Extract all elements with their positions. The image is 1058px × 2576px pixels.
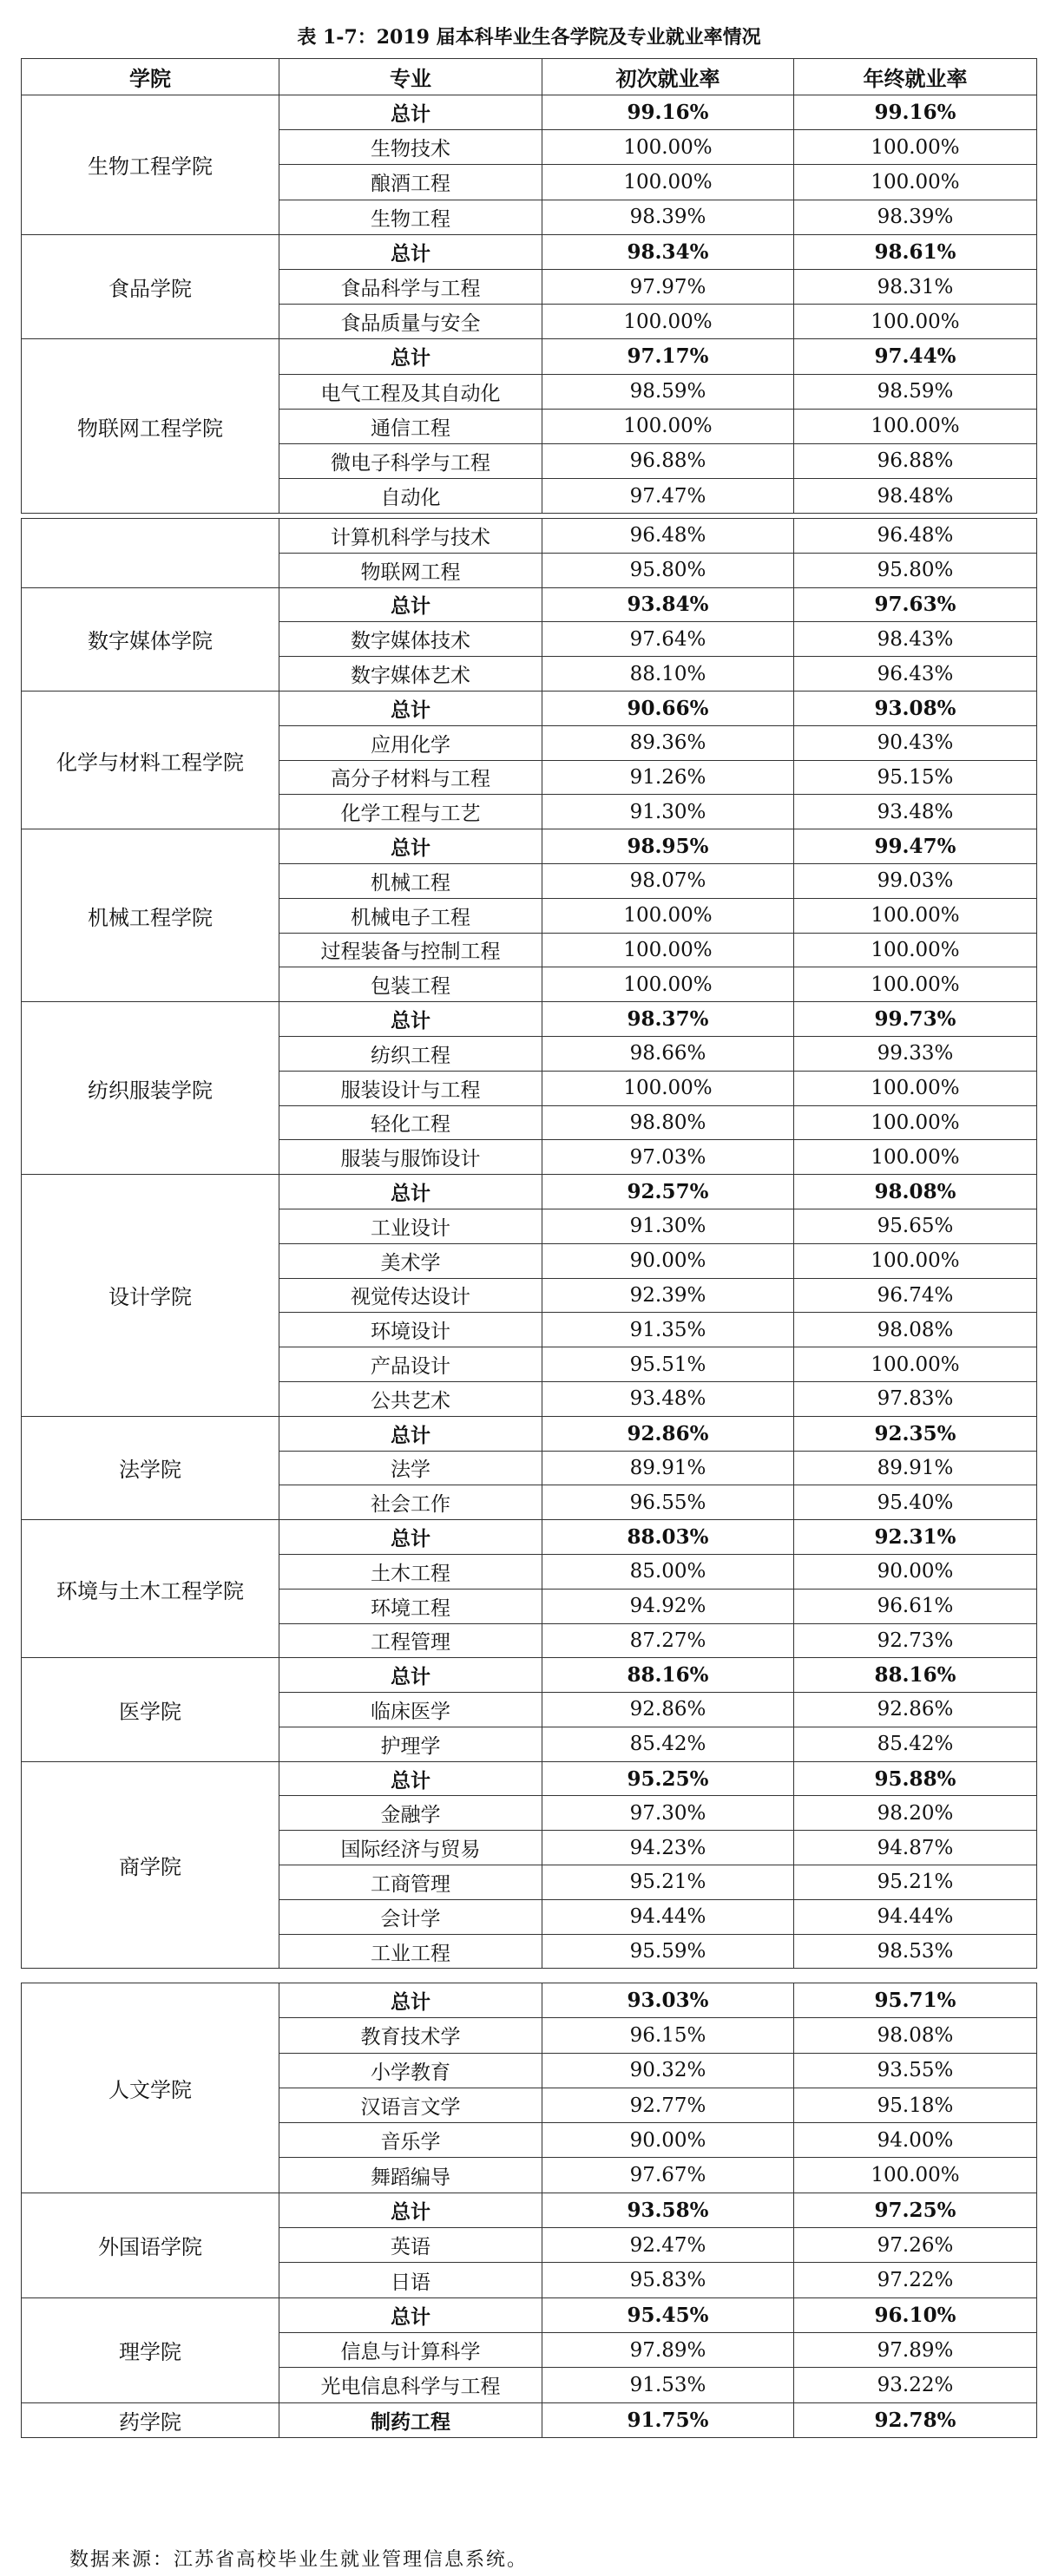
table-row-total — [22, 587, 1037, 622]
final-rate-cell: 96.48% — [794, 519, 1037, 554]
final-rate-cell: 100.00% — [794, 165, 1037, 200]
major-cell: 总计 — [279, 2193, 542, 2227]
table-row-total — [22, 1175, 1037, 1209]
table-row-total — [22, 1416, 1037, 1451]
initial-rate-cell: 92.47% — [542, 2228, 794, 2263]
major-cell: 纺织工程 — [279, 1036, 542, 1071]
table-row-total — [22, 829, 1037, 864]
college-cell: 物联网工程学院 — [22, 339, 279, 514]
final-rate-cell: 95.18% — [794, 2088, 1037, 2122]
major-cell: 日语 — [279, 2263, 542, 2297]
table-row — [22, 519, 1037, 554]
major-cell: 酿酒工程 — [279, 165, 542, 200]
major-cell: 生物技术 — [279, 130, 542, 165]
final-rate-cell: 97.26% — [794, 2228, 1037, 2263]
major-cell: 教育技术学 — [279, 2018, 542, 2053]
final-rate-cell: 98.31% — [794, 269, 1037, 304]
major-cell: 美术学 — [279, 1243, 542, 1278]
final-rate-cell: 94.44% — [794, 1899, 1037, 1934]
final-rate-cell: 92.86% — [794, 1693, 1037, 1727]
major-cell: 通信工程 — [279, 409, 542, 443]
final-rate-cell: 95.40% — [794, 1485, 1037, 1520]
initial-rate-cell: 96.88% — [542, 443, 794, 478]
major-cell: 音乐学 — [279, 2123, 542, 2158]
initial-rate-cell: 95.59% — [542, 1934, 794, 1969]
final-rate-cell: 100.00% — [794, 1347, 1037, 1382]
final-rate-cell: 95.15% — [794, 760, 1037, 795]
major-cell: 总计 — [279, 2297, 542, 2332]
final-rate-cell: 100.00% — [794, 898, 1037, 933]
initial-rate-cell: 90.00% — [542, 1243, 794, 1278]
initial-rate-cell: 89.36% — [542, 725, 794, 760]
major-cell: 公共艺术 — [279, 1381, 542, 1416]
final-rate-cell: 99.03% — [794, 863, 1037, 898]
college-cell: 商学院 — [22, 1761, 279, 1969]
final-rate-cell: 88.16% — [794, 1658, 1037, 1693]
final-rate-cell: 85.42% — [794, 1727, 1037, 1761]
major-cell: 工程管理 — [279, 1623, 542, 1658]
major-cell: 总计 — [279, 1761, 542, 1796]
major-cell: 化学工程与工艺 — [279, 795, 542, 829]
college-cell: 食品学院 — [22, 234, 279, 339]
major-cell: 总计 — [279, 691, 542, 725]
college-cell: 环境与土木工程学院 — [22, 1520, 279, 1658]
final-rate-cell: 93.08% — [794, 691, 1037, 725]
major-cell: 总计 — [279, 1520, 542, 1555]
final-rate-cell: 96.10% — [794, 2297, 1037, 2332]
initial-rate-cell: 100.00% — [542, 933, 794, 967]
final-rate-cell: 95.65% — [794, 1209, 1037, 1243]
initial-rate-cell: 91.30% — [542, 795, 794, 829]
major-cell: 生物工程 — [279, 200, 542, 234]
initial-rate-cell: 91.26% — [542, 760, 794, 795]
final-rate-cell: 90.43% — [794, 725, 1037, 760]
initial-rate-cell: 94.44% — [542, 1899, 794, 1934]
initial-rate-cell: 87.27% — [542, 1623, 794, 1658]
major-cell: 汉语言文学 — [279, 2088, 542, 2122]
header-major: 专业 — [279, 59, 542, 95]
initial-rate-cell: 89.91% — [542, 1451, 794, 1485]
college-cell: 设计学院 — [22, 1175, 279, 1417]
major-cell: 社会工作 — [279, 1485, 542, 1520]
initial-rate-cell: 92.57% — [542, 1175, 794, 1209]
college-cell: 人文学院 — [22, 1983, 279, 2193]
initial-rate-cell: 88.16% — [542, 1658, 794, 1693]
major-cell: 总计 — [279, 234, 542, 269]
final-rate-cell: 100.00% — [794, 130, 1037, 165]
initial-rate-cell: 98.80% — [542, 1105, 794, 1140]
college-cell: 理学院 — [22, 2297, 279, 2402]
table-row-total — [22, 234, 1037, 269]
major-cell: 服装与服饰设计 — [279, 1140, 542, 1175]
college-cell: 化学与材料工程学院 — [22, 691, 279, 829]
major-cell: 物联网工程 — [279, 553, 542, 587]
final-rate-cell: 95.71% — [794, 1983, 1037, 2018]
major-cell: 光电信息科学与工程 — [279, 2368, 542, 2402]
college-cell: 数字媒体学院 — [22, 587, 279, 691]
table-header-row — [22, 59, 1037, 95]
initial-rate-cell: 85.42% — [542, 1727, 794, 1761]
initial-rate-cell: 91.35% — [542, 1313, 794, 1347]
table-title: 表 1-7：2019 届本科毕业生各学院及专业就业率情况 — [297, 26, 761, 49]
final-rate-cell: 98.59% — [794, 374, 1037, 409]
final-rate-cell: 96.43% — [794, 657, 1037, 692]
initial-rate-cell: 100.00% — [542, 130, 794, 165]
initial-rate-cell: 97.89% — [542, 2332, 794, 2367]
final-rate-cell: 94.00% — [794, 2123, 1037, 2158]
major-cell: 总计 — [279, 339, 542, 374]
initial-rate-cell: 98.66% — [542, 1036, 794, 1071]
major-cell: 工业工程 — [279, 1934, 542, 1969]
final-rate-cell: 97.63% — [794, 587, 1037, 622]
initial-rate-cell: 95.21% — [542, 1865, 794, 1900]
final-rate-cell: 98.53% — [794, 1934, 1037, 1969]
table-row-total — [22, 95, 1037, 130]
initial-rate-cell: 90.32% — [542, 2053, 794, 2088]
final-rate-cell: 95.88% — [794, 1761, 1037, 1796]
major-cell: 计算机科学与技术 — [279, 519, 542, 554]
initial-rate-cell: 100.00% — [542, 1071, 794, 1105]
initial-rate-cell: 99.16% — [542, 95, 794, 130]
final-rate-cell: 100.00% — [794, 1071, 1037, 1105]
major-cell: 过程装备与控制工程 — [279, 933, 542, 967]
major-cell: 微电子科学与工程 — [279, 443, 542, 478]
final-rate-cell: 97.89% — [794, 2332, 1037, 2367]
major-cell: 信息与计算科学 — [279, 2332, 542, 2367]
initial-rate-cell: 85.00% — [542, 1554, 794, 1589]
college-cell: 医学院 — [22, 1658, 279, 1761]
initial-rate-cell: 96.48% — [542, 519, 794, 554]
final-rate-cell: 99.73% — [794, 1002, 1037, 1037]
initial-rate-cell: 98.39% — [542, 200, 794, 234]
final-rate-cell: 98.08% — [794, 2018, 1037, 2053]
major-cell: 总计 — [279, 1983, 542, 2018]
major-cell: 总计 — [279, 587, 542, 622]
final-rate-cell: 97.44% — [794, 339, 1037, 374]
initial-rate-cell: 97.97% — [542, 269, 794, 304]
table-row-total — [22, 1520, 1037, 1555]
final-rate-cell: 100.00% — [794, 1140, 1037, 1175]
employment-table-part-3 — [21, 1983, 1037, 2438]
final-rate-cell: 98.08% — [794, 1313, 1037, 1347]
final-rate-cell: 100.00% — [794, 933, 1037, 967]
initial-rate-cell: 92.77% — [542, 2088, 794, 2122]
major-cell: 总计 — [279, 1416, 542, 1451]
major-cell: 机械电子工程 — [279, 898, 542, 933]
initial-rate-cell: 98.34% — [542, 234, 794, 269]
final-rate-cell: 100.00% — [794, 2158, 1037, 2193]
initial-rate-cell: 96.55% — [542, 1485, 794, 1520]
final-rate-cell: 98.48% — [794, 479, 1037, 514]
final-rate-cell: 92.73% — [794, 1623, 1037, 1658]
major-cell: 总计 — [279, 95, 542, 130]
final-rate-cell: 100.00% — [794, 1243, 1037, 1278]
final-rate-cell: 95.80% — [794, 553, 1037, 587]
major-cell: 国际经济与贸易 — [279, 1831, 542, 1865]
initial-rate-cell: 94.23% — [542, 1831, 794, 1865]
table-row-total — [22, 339, 1037, 374]
final-rate-cell: 100.00% — [794, 1105, 1037, 1140]
major-cell: 土木工程 — [279, 1554, 542, 1589]
initial-rate-cell: 100.00% — [542, 409, 794, 443]
initial-rate-cell: 98.59% — [542, 374, 794, 409]
major-cell: 工业设计 — [279, 1209, 542, 1243]
initial-rate-cell: 97.64% — [542, 622, 794, 657]
table-row-total — [22, 2402, 1037, 2437]
initial-rate-cell: 90.00% — [542, 2123, 794, 2158]
initial-rate-cell: 98.95% — [542, 829, 794, 864]
major-cell: 轻化工程 — [279, 1105, 542, 1140]
final-rate-cell: 98.08% — [794, 1175, 1037, 1209]
final-rate-cell: 100.00% — [794, 967, 1037, 1002]
table-row-total — [22, 1761, 1037, 1796]
header-college: 学院 — [22, 59, 279, 95]
major-cell: 电气工程及其自动化 — [279, 374, 542, 409]
major-cell: 自动化 — [279, 479, 542, 514]
major-cell: 应用化学 — [279, 725, 542, 760]
initial-rate-cell: 91.53% — [542, 2368, 794, 2402]
initial-rate-cell: 91.75% — [542, 2402, 794, 2437]
final-rate-cell: 98.39% — [794, 200, 1037, 234]
initial-rate-cell: 95.51% — [542, 1347, 794, 1382]
major-cell: 环境设计 — [279, 1313, 542, 1347]
initial-rate-cell: 96.15% — [542, 2018, 794, 2053]
initial-rate-cell: 100.00% — [542, 305, 794, 339]
data-source-note: 数据来源：江苏省高校毕业生就业管理信息系统。 — [69, 2549, 529, 2571]
major-cell: 视觉传达设计 — [279, 1278, 542, 1313]
final-rate-cell: 90.00% — [794, 1554, 1037, 1589]
initial-rate-cell: 92.39% — [542, 1278, 794, 1313]
initial-rate-cell: 97.03% — [542, 1140, 794, 1175]
major-cell: 产品设计 — [279, 1347, 542, 1382]
final-rate-cell: 95.21% — [794, 1865, 1037, 1900]
major-cell: 数字媒体艺术 — [279, 657, 542, 692]
initial-rate-cell: 95.25% — [542, 1761, 794, 1796]
major-cell: 英语 — [279, 2228, 542, 2263]
major-cell: 临床医学 — [279, 1693, 542, 1727]
major-cell: 法学 — [279, 1451, 542, 1485]
final-rate-cell: 96.74% — [794, 1278, 1037, 1313]
initial-rate-cell: 97.30% — [542, 1796, 794, 1831]
major-cell: 食品质量与安全 — [279, 305, 542, 339]
major-cell: 总计 — [279, 829, 542, 864]
initial-rate-cell: 100.00% — [542, 165, 794, 200]
major-cell: 会计学 — [279, 1899, 542, 1934]
final-rate-cell: 98.43% — [794, 622, 1037, 657]
initial-rate-cell: 97.17% — [542, 339, 794, 374]
major-cell: 数字媒体技术 — [279, 622, 542, 657]
major-cell: 小学教育 — [279, 2053, 542, 2088]
initial-rate-cell: 91.30% — [542, 1209, 794, 1243]
initial-rate-cell: 93.03% — [542, 1983, 794, 2018]
major-cell: 包装工程 — [279, 967, 542, 1002]
final-rate-cell: 97.22% — [794, 2263, 1037, 2297]
table-row-total — [22, 1658, 1037, 1693]
initial-rate-cell: 88.03% — [542, 1520, 794, 1555]
final-rate-cell: 92.31% — [794, 1520, 1037, 1555]
final-rate-cell: 99.33% — [794, 1036, 1037, 1071]
header-initial-rate: 初次就业率 — [542, 59, 794, 95]
initial-rate-cell: 98.07% — [542, 863, 794, 898]
final-rate-cell: 100.00% — [794, 305, 1037, 339]
final-rate-cell: 96.61% — [794, 1589, 1037, 1623]
final-rate-cell: 93.48% — [794, 795, 1037, 829]
final-rate-cell: 97.83% — [794, 1381, 1037, 1416]
initial-rate-cell: 97.47% — [542, 479, 794, 514]
initial-rate-cell: 95.45% — [542, 2297, 794, 2332]
initial-rate-cell: 92.86% — [542, 1416, 794, 1451]
final-rate-cell: 97.25% — [794, 2193, 1037, 2227]
initial-rate-cell: 93.48% — [542, 1381, 794, 1416]
table-row-total — [22, 2297, 1037, 2332]
initial-rate-cell: 93.84% — [542, 587, 794, 622]
initial-rate-cell: 95.83% — [542, 2263, 794, 2297]
major-cell: 工商管理 — [279, 1865, 542, 1900]
major-cell: 机械工程 — [279, 863, 542, 898]
final-rate-cell: 98.61% — [794, 234, 1037, 269]
major-cell: 食品科学与工程 — [279, 269, 542, 304]
college-cell — [22, 519, 279, 588]
initial-rate-cell: 90.66% — [542, 691, 794, 725]
table-row-total — [22, 2193, 1037, 2227]
college-cell: 法学院 — [22, 1416, 279, 1519]
initial-rate-cell: 95.80% — [542, 553, 794, 587]
major-cell: 服装设计与工程 — [279, 1071, 542, 1105]
major-cell: 总计 — [279, 1002, 542, 1037]
major-cell: 总计 — [279, 1175, 542, 1209]
major-cell: 舞蹈编导 — [279, 2158, 542, 2193]
college-cell: 纺织服装学院 — [22, 1002, 279, 1175]
major-cell: 制药工程 — [279, 2402, 542, 2437]
table-row-total — [22, 1983, 1037, 2018]
final-rate-cell: 93.22% — [794, 2368, 1037, 2402]
major-cell: 总计 — [279, 1658, 542, 1693]
college-cell: 生物工程学院 — [22, 95, 279, 235]
table-row-total — [22, 691, 1037, 725]
initial-rate-cell: 97.67% — [542, 2158, 794, 2193]
college-cell: 机械工程学院 — [22, 829, 279, 1002]
major-cell: 金融学 — [279, 1796, 542, 1831]
major-cell: 环境工程 — [279, 1589, 542, 1623]
major-cell: 高分子材料与工程 — [279, 760, 542, 795]
final-rate-cell: 100.00% — [794, 409, 1037, 443]
final-rate-cell: 96.88% — [794, 443, 1037, 478]
final-rate-cell: 99.47% — [794, 829, 1037, 864]
final-rate-cell: 99.16% — [794, 95, 1037, 130]
initial-rate-cell: 92.86% — [542, 1693, 794, 1727]
college-cell: 外国语学院 — [22, 2193, 279, 2297]
final-rate-cell: 93.55% — [794, 2053, 1037, 2088]
final-rate-cell: 89.91% — [794, 1451, 1037, 1485]
final-rate-cell: 94.87% — [794, 1831, 1037, 1865]
final-rate-cell: 92.35% — [794, 1416, 1037, 1451]
initial-rate-cell: 100.00% — [542, 898, 794, 933]
initial-rate-cell: 100.00% — [542, 967, 794, 1002]
initial-rate-cell: 94.92% — [542, 1589, 794, 1623]
employment-table-part-1 — [21, 58, 1037, 514]
major-cell: 护理学 — [279, 1727, 542, 1761]
employment-table-part-2 — [21, 518, 1037, 1969]
initial-rate-cell: 93.58% — [542, 2193, 794, 2227]
header-final-rate: 年终就业率 — [794, 59, 1037, 95]
final-rate-cell: 98.20% — [794, 1796, 1037, 1831]
final-rate-cell: 92.78% — [794, 2402, 1037, 2437]
initial-rate-cell: 88.10% — [542, 657, 794, 692]
table-row-total — [22, 1002, 1037, 1037]
college-cell: 药学院 — [22, 2402, 279, 2437]
initial-rate-cell: 98.37% — [542, 1002, 794, 1037]
